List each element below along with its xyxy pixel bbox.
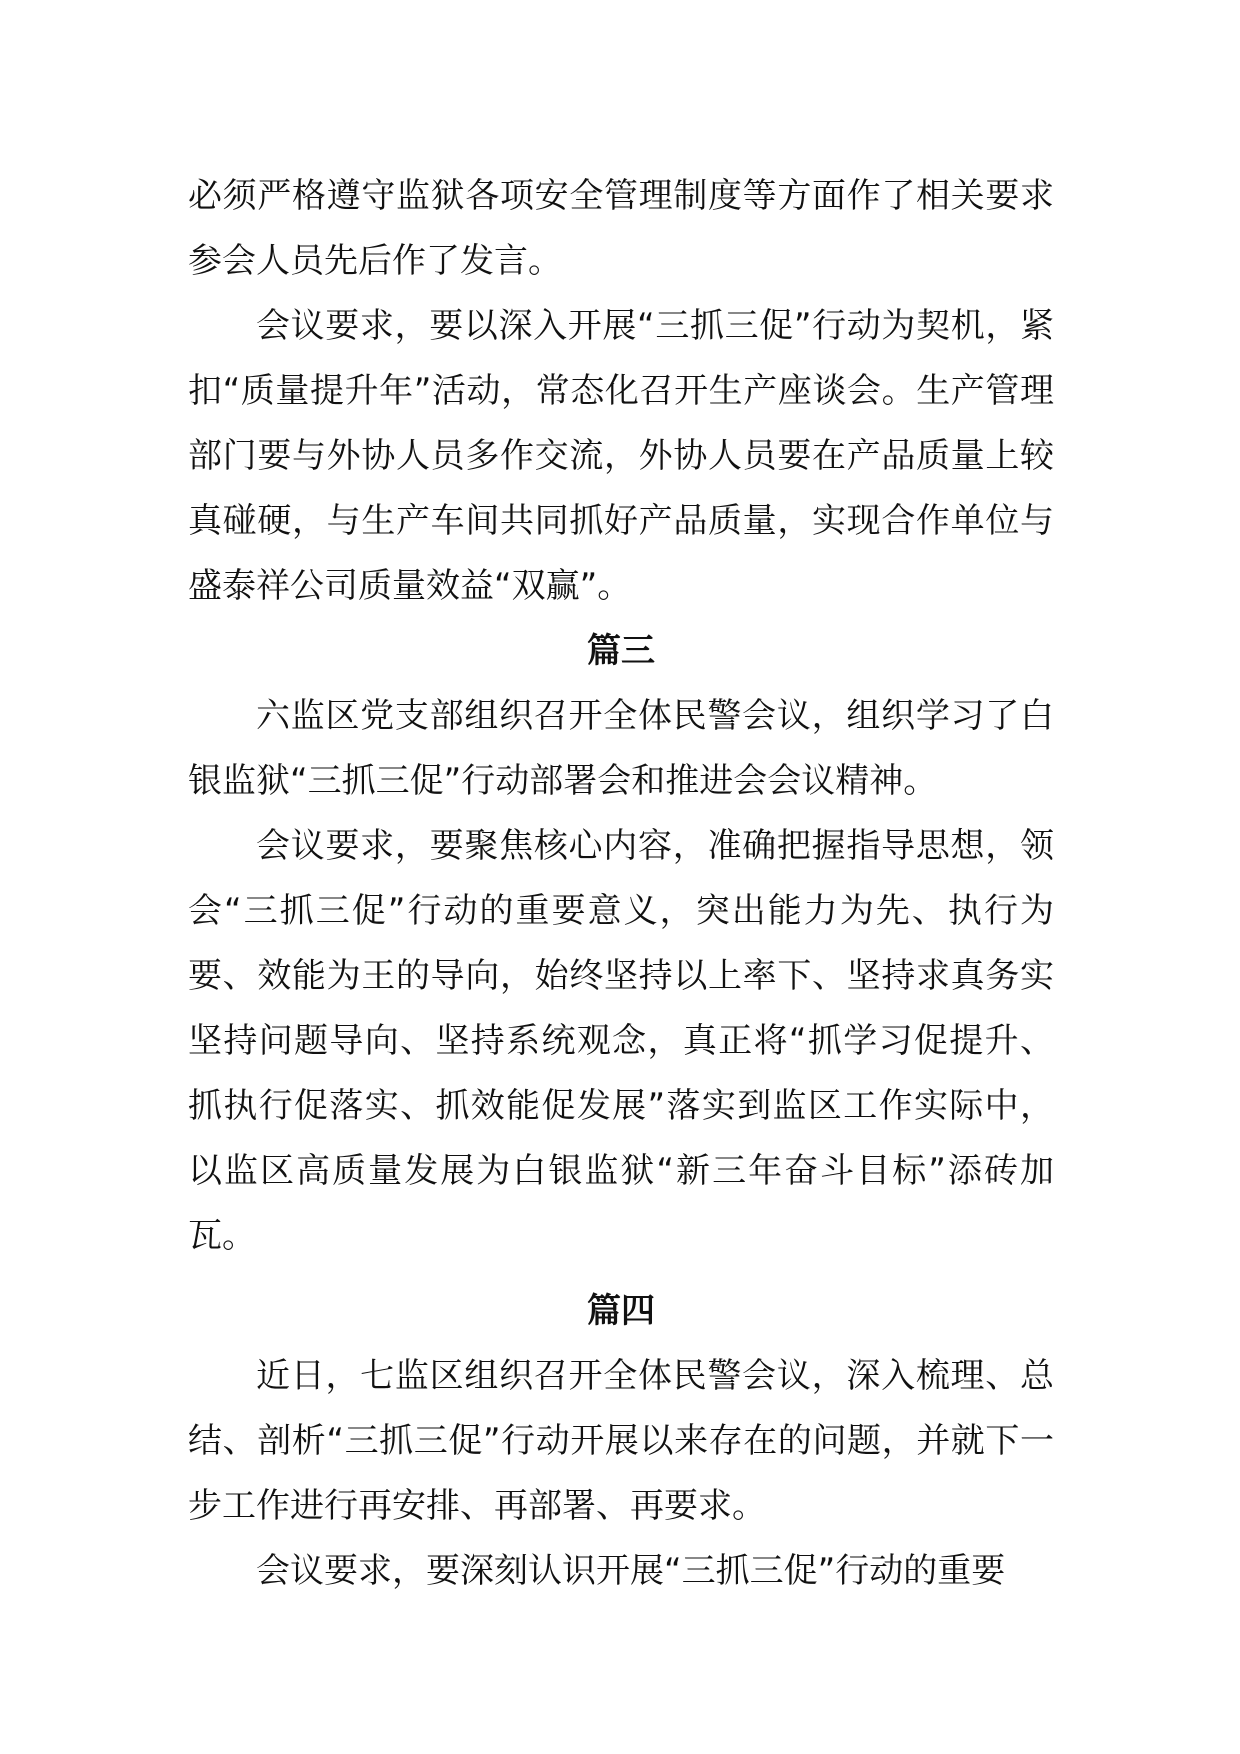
paragraph: 会议要求，要以深入开展“三抓三促”行动为契机，紧扣“质量提升年”活动，常态化召开生产座谈会。生产管理部门要与外协人员多作交流，外协人员要在产品质量上较真碰硬，与生产车间共同抓好产品质量，实现合作单位与盛泰祥公司质量效益“双赢”。 [188,306,1054,606]
paragraph: 近日，七监区组织召开全体民警会议，深入梳理、总结、剖析“三抓三促”行动开展以来存在的问题，并就下一步工作进行再安排、再部署、再要求。 [188,1356,1054,1526]
section-heading: 篇三 [587,631,655,671]
paragraph: 会议要求，要深刻认识开展“三抓三促”行动的重要 [256,1551,1006,1591]
paragraph: 必须严格遵守监狱各项安全管理制度等方面作了相关要求参会人员先后作了发言。 [188,176,1054,281]
section-heading: 篇四 [587,1291,655,1331]
paragraph: 会议要求，要聚焦核心内容，准确把握指导思想，领会“三抓三促”行动的重要意义，突出能力为先、执行为要、效能为王的导向，始终坚持以上率下、坚持求真务实坚持问题导向、坚持系统观念，真正将“抓学习促提升、抓执行促落实、抓效能促发展”落实到监区工作实际中，以监区高质量发展为白银监狱“新三年奋斗目标”添砖加瓦。 [188,826,1054,1256]
paragraph: 六监区党支部组织召开全体民警会议，组织学习了白银监狱“三抓三促”行动部署会和推进会会议精神。 [188,696,1054,801]
document-body [188,164,1054,1604]
